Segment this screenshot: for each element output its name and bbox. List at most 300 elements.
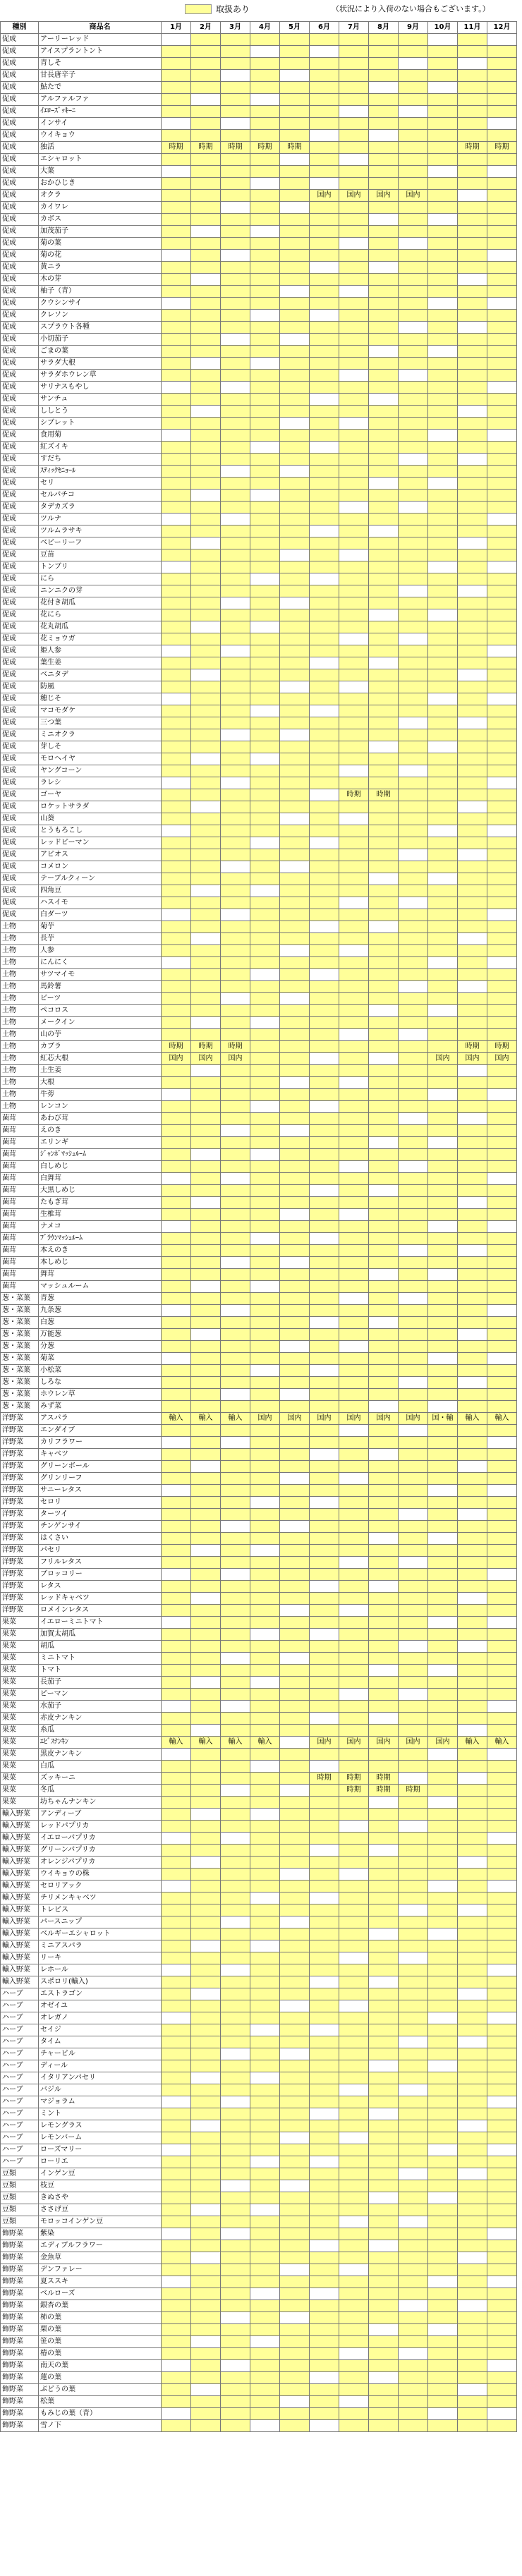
month-cell bbox=[399, 1916, 428, 1928]
month-cell bbox=[221, 2168, 250, 2180]
month-cell bbox=[191, 430, 221, 442]
month-cell bbox=[428, 1065, 458, 1077]
table-row bbox=[1, 909, 517, 921]
product-name-cell: レモングラス bbox=[39, 2120, 162, 2132]
month-cell bbox=[162, 1605, 191, 1617]
category-cell: 促成 bbox=[1, 70, 39, 82]
month-cell bbox=[221, 34, 250, 46]
product-name-cell: アルファルファ bbox=[39, 94, 162, 106]
month-cell bbox=[399, 1725, 428, 1737]
header-month: 4月 bbox=[250, 22, 280, 34]
month-cell bbox=[280, 1401, 310, 1413]
month-cell bbox=[399, 705, 428, 717]
month-cell bbox=[280, 1113, 310, 1125]
month-cell bbox=[250, 2396, 280, 2408]
month-cell bbox=[339, 1976, 369, 1988]
month-cell bbox=[399, 585, 428, 597]
month-cell bbox=[191, 1389, 221, 1401]
month-cell bbox=[339, 1425, 369, 1437]
category-cell: 果菜 bbox=[1, 1713, 39, 1725]
month-cell bbox=[458, 561, 487, 573]
month-cell bbox=[191, 1065, 221, 1077]
month-cell bbox=[339, 1653, 369, 1665]
month-cell bbox=[369, 1857, 399, 1869]
month-cell bbox=[458, 1269, 487, 1281]
month-cell bbox=[250, 1653, 280, 1665]
month-cell bbox=[458, 1605, 487, 1617]
month-cell bbox=[162, 2372, 191, 2384]
month-cell bbox=[399, 1952, 428, 1964]
month-cell: 時期 bbox=[250, 142, 280, 154]
month-cell bbox=[250, 1257, 280, 1269]
month-cell bbox=[162, 609, 191, 621]
month-cell bbox=[191, 238, 221, 250]
table-row bbox=[1, 1113, 517, 1125]
month-cell bbox=[458, 2072, 487, 2084]
month-cell bbox=[458, 418, 487, 430]
month-cell bbox=[428, 1809, 458, 1821]
month-cell bbox=[221, 2036, 250, 2048]
month-cell bbox=[162, 310, 191, 322]
month-cell bbox=[310, 921, 339, 933]
product-name-cell: エストラゴン bbox=[39, 1988, 162, 2000]
table-row bbox=[1, 657, 517, 669]
month-cell bbox=[221, 777, 250, 789]
month-cell bbox=[369, 573, 399, 585]
month-cell bbox=[310, 873, 339, 885]
month-cell bbox=[162, 82, 191, 94]
month-cell bbox=[191, 2384, 221, 2396]
month-cell bbox=[221, 1185, 250, 1197]
month-cell bbox=[191, 837, 221, 849]
month-cell bbox=[428, 2204, 458, 2216]
month-cell bbox=[458, 1928, 487, 1940]
month-cell bbox=[399, 1293, 428, 1305]
product-name-cell: 牛蒡 bbox=[39, 1089, 162, 1101]
header-month: 8月 bbox=[369, 22, 399, 34]
month-cell bbox=[487, 1305, 517, 1317]
month-cell bbox=[487, 1857, 517, 1869]
month-cell bbox=[250, 2360, 280, 2372]
month-cell bbox=[399, 1161, 428, 1173]
product-name-cell: 小松菜 bbox=[39, 1365, 162, 1377]
month-cell bbox=[339, 202, 369, 214]
month-cell bbox=[339, 561, 369, 573]
month-cell bbox=[339, 2420, 369, 2432]
month-cell bbox=[369, 2300, 399, 2312]
month-cell bbox=[487, 1689, 517, 1701]
month-cell bbox=[428, 2300, 458, 2312]
month-cell bbox=[458, 1257, 487, 1269]
product-name-cell: デンファレー bbox=[39, 2264, 162, 2276]
category-cell: 土物 bbox=[1, 993, 39, 1005]
product-name-cell: セロリアック bbox=[39, 1881, 162, 1892]
month-cell bbox=[339, 837, 369, 849]
month-cell bbox=[162, 1892, 191, 1904]
month-cell bbox=[162, 1916, 191, 1928]
month-cell bbox=[310, 849, 339, 861]
month-cell bbox=[487, 2396, 517, 2408]
month-cell bbox=[162, 442, 191, 454]
month-cell bbox=[250, 597, 280, 609]
month-cell bbox=[280, 2264, 310, 2276]
month-cell bbox=[280, 837, 310, 849]
month-cell bbox=[458, 1821, 487, 1833]
month-cell bbox=[399, 1593, 428, 1605]
product-name-cell: サリナスもやし bbox=[39, 382, 162, 394]
month-cell bbox=[250, 2420, 280, 2432]
month-cell bbox=[399, 2096, 428, 2108]
month-cell bbox=[369, 1353, 399, 1365]
month-cell bbox=[458, 2312, 487, 2324]
month-cell bbox=[250, 1125, 280, 1137]
month-cell bbox=[310, 34, 339, 46]
table-row bbox=[1, 705, 517, 717]
month-cell bbox=[221, 933, 250, 945]
month-cell bbox=[310, 1305, 339, 1317]
month-cell bbox=[310, 106, 339, 118]
month-cell bbox=[339, 537, 369, 549]
month-cell bbox=[399, 885, 428, 897]
month-cell bbox=[339, 142, 369, 154]
legend bbox=[0, 0, 522, 21]
month-cell bbox=[399, 70, 428, 82]
month-cell bbox=[399, 514, 428, 525]
month-cell bbox=[250, 2288, 280, 2300]
month-cell bbox=[250, 490, 280, 502]
table-row bbox=[1, 346, 517, 358]
table-row bbox=[1, 585, 517, 597]
month-cell bbox=[399, 2156, 428, 2168]
product-name-cell: あわび茸 bbox=[39, 1113, 162, 1125]
month-cell bbox=[250, 370, 280, 382]
month-cell bbox=[162, 1725, 191, 1737]
category-cell: 菌茸 bbox=[1, 1113, 39, 1125]
month-cell bbox=[162, 681, 191, 693]
month-cell bbox=[458, 1317, 487, 1329]
month-cell bbox=[487, 1401, 517, 1413]
month-cell bbox=[310, 262, 339, 274]
month-cell bbox=[369, 2420, 399, 2432]
month-cell bbox=[310, 657, 339, 669]
month-cell bbox=[339, 1041, 369, 1053]
month-cell bbox=[221, 1665, 250, 1677]
month-cell: 時期 bbox=[487, 142, 517, 154]
month-cell bbox=[369, 2012, 399, 2024]
month-cell bbox=[310, 2132, 339, 2144]
month-cell bbox=[487, 1449, 517, 1461]
month-cell bbox=[428, 2036, 458, 2048]
month-cell bbox=[399, 1329, 428, 1341]
month-cell bbox=[191, 1785, 221, 1797]
month-cell bbox=[369, 394, 399, 406]
month-cell bbox=[339, 729, 369, 741]
category-cell: 洋野菜 bbox=[1, 1581, 39, 1593]
product-name-cell: ｲｴﾛｰｽﾞｯｷｰﾆ bbox=[39, 106, 162, 118]
month-cell bbox=[369, 1341, 399, 1353]
month-cell bbox=[339, 1281, 369, 1293]
month-cell bbox=[310, 2288, 339, 2300]
month-cell bbox=[487, 2108, 517, 2120]
product-name-cell: 菊芋 bbox=[39, 921, 162, 933]
month-cell bbox=[399, 681, 428, 693]
month-cell bbox=[310, 1017, 339, 1029]
month-cell bbox=[310, 2276, 339, 2288]
month-cell bbox=[369, 226, 399, 238]
table-row bbox=[1, 466, 517, 478]
product-name-cell: ｽﾃｨｯｸｾﾆｮｰﾙ bbox=[39, 466, 162, 478]
month-cell bbox=[310, 1257, 339, 1269]
month-cell bbox=[221, 1557, 250, 1569]
month-cell bbox=[280, 418, 310, 430]
month-cell bbox=[191, 490, 221, 502]
category-cell: 洋野菜 bbox=[1, 1521, 39, 1533]
month-cell bbox=[310, 2384, 339, 2396]
month-cell bbox=[458, 46, 487, 58]
category-cell: 促成 bbox=[1, 406, 39, 418]
month-cell bbox=[487, 1425, 517, 1437]
month-cell bbox=[487, 1245, 517, 1257]
month-cell bbox=[369, 681, 399, 693]
month-cell bbox=[339, 466, 369, 478]
month-cell bbox=[369, 418, 399, 430]
month-cell bbox=[487, 250, 517, 262]
month-cell bbox=[191, 1904, 221, 1916]
month-cell bbox=[221, 921, 250, 933]
month-cell bbox=[162, 1665, 191, 1677]
month-cell bbox=[191, 2240, 221, 2252]
month-cell bbox=[339, 2336, 369, 2348]
product-name-cell: 花丸胡瓜 bbox=[39, 621, 162, 633]
month-cell bbox=[221, 1257, 250, 1269]
month-cell bbox=[191, 2144, 221, 2156]
month-cell bbox=[162, 1749, 191, 1761]
month-cell bbox=[191, 573, 221, 585]
month-cell bbox=[339, 1713, 369, 1725]
month-cell bbox=[399, 2024, 428, 2036]
month-cell bbox=[428, 1785, 458, 1797]
month-cell bbox=[339, 214, 369, 226]
month-cell bbox=[221, 1785, 250, 1797]
month-cell bbox=[250, 1017, 280, 1029]
month-cell bbox=[339, 2264, 369, 2276]
month-cell bbox=[428, 1029, 458, 1041]
table-row bbox=[1, 1749, 517, 1761]
month-cell bbox=[339, 1964, 369, 1976]
product-name-cell: シブレット bbox=[39, 418, 162, 430]
month-cell bbox=[280, 406, 310, 418]
month-cell bbox=[339, 1449, 369, 1461]
category-cell: ハーブ bbox=[1, 2144, 39, 2156]
product-name-cell: カリフラワー bbox=[39, 1437, 162, 1449]
header-month: 11月 bbox=[458, 22, 487, 34]
product-name-cell: とうもろこし bbox=[39, 825, 162, 837]
month-cell bbox=[399, 166, 428, 178]
category-cell: 促成 bbox=[1, 430, 39, 442]
category-cell: 促成 bbox=[1, 813, 39, 825]
month-cell: 国内 bbox=[428, 1053, 458, 1065]
month-cell bbox=[191, 1305, 221, 1317]
month-cell bbox=[487, 2060, 517, 2072]
month-cell bbox=[458, 1557, 487, 1569]
table-row bbox=[1, 238, 517, 250]
month-cell bbox=[399, 1976, 428, 1988]
table-row bbox=[1, 1964, 517, 1976]
month-cell bbox=[369, 2168, 399, 2180]
month-cell bbox=[250, 1425, 280, 1437]
month-cell bbox=[399, 693, 428, 705]
table-row bbox=[1, 1629, 517, 1641]
table-row bbox=[1, 2312, 517, 2324]
category-cell: 促成 bbox=[1, 681, 39, 693]
month-cell bbox=[458, 2408, 487, 2420]
month-cell bbox=[310, 693, 339, 705]
month-cell bbox=[458, 2168, 487, 2180]
month-cell bbox=[428, 1904, 458, 1916]
month-cell bbox=[221, 2108, 250, 2120]
month-cell bbox=[221, 981, 250, 993]
month-cell bbox=[487, 82, 517, 94]
product-name-cell: オゼイユ bbox=[39, 2000, 162, 2012]
month-cell bbox=[428, 310, 458, 322]
month-cell bbox=[191, 2276, 221, 2288]
month-cell bbox=[487, 334, 517, 346]
month-cell bbox=[487, 1197, 517, 1209]
month-cell bbox=[369, 1928, 399, 1940]
month-cell bbox=[428, 2420, 458, 2432]
month-cell bbox=[428, 406, 458, 418]
month-cell bbox=[310, 358, 339, 370]
month-cell bbox=[191, 2288, 221, 2300]
category-cell: 菌茸 bbox=[1, 1269, 39, 1281]
month-cell bbox=[221, 1689, 250, 1701]
month-cell bbox=[428, 286, 458, 298]
table-row bbox=[1, 1293, 517, 1305]
month-cell bbox=[339, 2072, 369, 2084]
month-cell bbox=[280, 238, 310, 250]
month-cell bbox=[487, 1209, 517, 1221]
month-cell bbox=[487, 681, 517, 693]
month-cell bbox=[250, 765, 280, 777]
month-cell bbox=[221, 2336, 250, 2348]
month-cell bbox=[458, 573, 487, 585]
month-cell bbox=[280, 478, 310, 490]
month-cell bbox=[428, 1521, 458, 1533]
month-cell bbox=[310, 1761, 339, 1773]
month-cell bbox=[250, 346, 280, 358]
month-cell bbox=[428, 1653, 458, 1665]
month-cell bbox=[487, 1281, 517, 1293]
month-cell bbox=[250, 1509, 280, 1521]
month-cell bbox=[310, 1749, 339, 1761]
month-cell bbox=[428, 1617, 458, 1629]
month-cell bbox=[280, 633, 310, 645]
month-cell bbox=[162, 1281, 191, 1293]
category-cell: 菌茸 bbox=[1, 1161, 39, 1173]
month-cell bbox=[399, 250, 428, 262]
month-cell bbox=[280, 2036, 310, 2048]
month-cell bbox=[369, 1437, 399, 1449]
month-cell bbox=[221, 2156, 250, 2168]
product-name-cell: ペコロス bbox=[39, 1005, 162, 1017]
month-cell bbox=[369, 370, 399, 382]
month-cell bbox=[339, 1149, 369, 1161]
month-cell bbox=[428, 1473, 458, 1485]
month-cell bbox=[310, 46, 339, 58]
month-cell bbox=[487, 2192, 517, 2204]
month-cell bbox=[458, 1533, 487, 1545]
product-name-cell: 馬鈴薯 bbox=[39, 981, 162, 993]
month-cell bbox=[280, 298, 310, 310]
month-cell bbox=[280, 609, 310, 621]
month-cell bbox=[250, 1389, 280, 1401]
month-cell: 国・輸 bbox=[428, 1413, 458, 1425]
month-cell bbox=[162, 561, 191, 573]
month-cell bbox=[339, 885, 369, 897]
month-cell bbox=[310, 514, 339, 525]
month-cell bbox=[191, 597, 221, 609]
category-cell: ハーブ bbox=[1, 2132, 39, 2144]
month-cell bbox=[162, 525, 191, 537]
month-cell bbox=[221, 178, 250, 190]
month-cell bbox=[162, 130, 191, 142]
month-cell bbox=[162, 1833, 191, 1845]
month-cell bbox=[250, 226, 280, 238]
month-cell bbox=[458, 993, 487, 1005]
category-cell: 促成 bbox=[1, 274, 39, 286]
month-cell bbox=[162, 573, 191, 585]
month-cell bbox=[487, 2216, 517, 2228]
month-cell bbox=[191, 549, 221, 561]
month-cell bbox=[310, 969, 339, 981]
month-cell bbox=[250, 1833, 280, 1845]
product-name-cell: ヤングコーン bbox=[39, 765, 162, 777]
category-cell: 促成 bbox=[1, 226, 39, 238]
month-cell bbox=[310, 1689, 339, 1701]
product-name-cell: フリルレタス bbox=[39, 1557, 162, 1569]
month-cell bbox=[250, 1233, 280, 1245]
month-cell bbox=[428, 2192, 458, 2204]
month-cell bbox=[221, 1892, 250, 1904]
table-row bbox=[1, 573, 517, 585]
month-cell bbox=[162, 765, 191, 777]
month-cell bbox=[310, 2120, 339, 2132]
month-cell bbox=[191, 2168, 221, 2180]
month-cell bbox=[221, 2372, 250, 2384]
product-name-cell: ナメコ bbox=[39, 1221, 162, 1233]
category-cell: 促成 bbox=[1, 358, 39, 370]
month-cell bbox=[221, 430, 250, 442]
month-cell bbox=[162, 705, 191, 717]
month-cell bbox=[310, 1725, 339, 1737]
month-cell bbox=[458, 1497, 487, 1509]
month-cell bbox=[162, 1257, 191, 1269]
month-cell bbox=[280, 1940, 310, 1952]
month-cell bbox=[428, 298, 458, 310]
month-cell bbox=[221, 2228, 250, 2240]
category-cell: 土物 bbox=[1, 1029, 39, 1041]
month-cell bbox=[339, 58, 369, 70]
month-cell bbox=[250, 2384, 280, 2396]
month-cell bbox=[310, 1077, 339, 1089]
month-cell bbox=[250, 861, 280, 873]
month-cell bbox=[399, 394, 428, 406]
month-cell bbox=[162, 549, 191, 561]
month-cell bbox=[339, 34, 369, 46]
month-cell bbox=[428, 525, 458, 537]
month-cell bbox=[339, 681, 369, 693]
month-cell bbox=[280, 1569, 310, 1581]
